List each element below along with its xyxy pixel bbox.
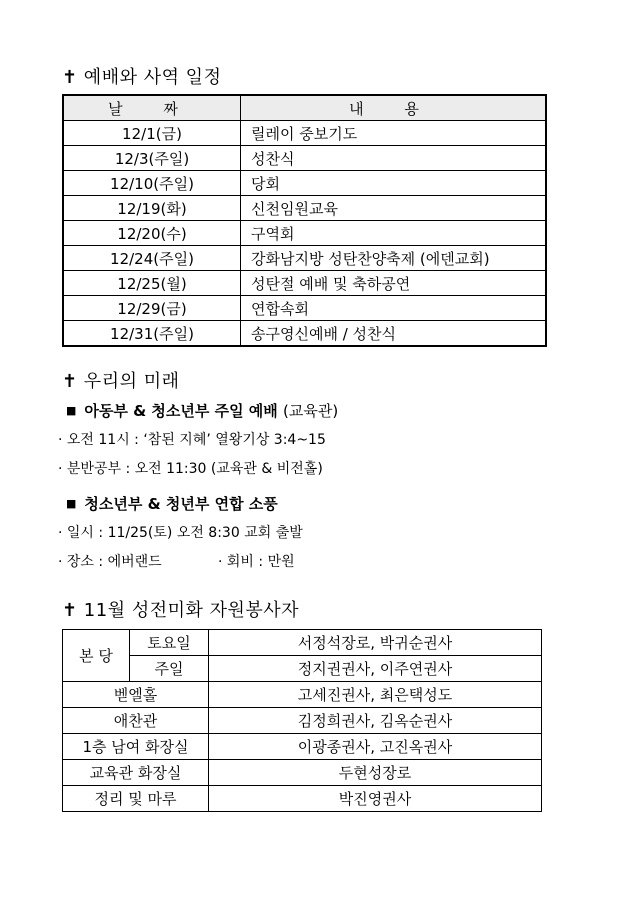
place-cell: 주일 (130, 656, 209, 682)
table-row (63, 171, 546, 196)
place-cell: 교육관 화장실 (63, 760, 209, 786)
row-content: 강화남지방 성탄찬양축제 (에덴교회) (241, 246, 547, 271)
table-row (63, 196, 546, 221)
place-cell: 애찬관 (63, 708, 209, 734)
square-bullet-icon: ■ (66, 404, 77, 417)
place-cell: 1층 남여 화장실 (63, 734, 209, 760)
picnic-title: 청소년부 & 청년부 연합 소풍 (84, 495, 278, 513)
sunday-worship-location: (교육관) (283, 402, 339, 420)
names-cell: 박진영권사 (209, 786, 542, 812)
table-row (63, 760, 542, 786)
table-header-row (63, 95, 546, 121)
table-row (63, 221, 546, 246)
main-hall-cell: 본 당 (63, 630, 130, 682)
picnic-place: · 장소 : 에버랜드 (58, 554, 162, 570)
place-cell: 벧엘홀 (63, 682, 209, 708)
table-row (63, 271, 546, 296)
table-row (63, 630, 542, 656)
table-row (63, 656, 542, 682)
row-content: 성탄절 예배 및 축하공연 (241, 271, 547, 296)
row-date: 12/25(월) (63, 271, 241, 296)
row-date: 12/31(주일) (63, 321, 241, 347)
row-content: 연합속회 (241, 296, 547, 321)
table-row (63, 296, 546, 321)
class-time-line: · 분반공부 : 오전 11:30 (교육관 & 비전홀) (58, 461, 323, 477)
section-title-future: ✝ 우리의 미래 (62, 371, 180, 392)
names-cell: 정지권권사, 이주연권사 (209, 656, 542, 682)
sunday-worship-title: 아동부 & 청소년부 주일 예배 (84, 402, 278, 420)
table-row (63, 246, 546, 271)
table-row (63, 734, 542, 760)
sunday-worship-heading (66, 400, 338, 421)
table-row (63, 321, 546, 347)
table-row (63, 146, 546, 171)
row-date: 12/1(금) (63, 121, 241, 146)
row-date: 12/20(수) (63, 221, 241, 246)
table-row (63, 786, 542, 812)
table-row (63, 708, 542, 734)
section-title-volunteers: ✝ 11월 성전미화 자원봉사자 (62, 600, 300, 621)
schedule-table (62, 94, 547, 347)
row-content: 릴레이 중보기도 (241, 121, 547, 146)
names-cell: 서정석장로, 박귀순권사 (209, 630, 542, 656)
row-date: 12/3(주일) (63, 146, 241, 171)
row-content: 성찬식 (241, 146, 547, 171)
row-date: 12/19(화) (63, 196, 241, 221)
place-cell: 정리 및 마루 (63, 786, 209, 812)
row-content: 송구영신예배 / 성찬식 (241, 321, 547, 347)
header-content: 내 용 (241, 95, 547, 121)
header-date: 날 짜 (63, 95, 241, 121)
row-content: 구역회 (241, 221, 547, 246)
picnic-heading (66, 493, 278, 514)
names-cell: 두현성장로 (209, 760, 542, 786)
table-row (63, 682, 542, 708)
row-content: 당회 (241, 171, 547, 196)
names-cell: 이광종권사, 고진옥권사 (209, 734, 542, 760)
table-row (63, 121, 546, 146)
row-content: 신천임원교육 (241, 196, 547, 221)
volunteer-table (62, 629, 542, 812)
picnic-date-line: · 일시 : 11/25(토) 오전 8:30 교회 출발 (58, 525, 303, 541)
names-cell: 김정희권사, 김옥순권사 (209, 708, 542, 734)
row-date: 12/10(주일) (63, 171, 241, 196)
place-cell: 토요일 (130, 630, 209, 656)
square-bullet-icon: ■ (66, 497, 77, 510)
worship-time-line: · 오전 11시 : ‘참된 지혜’ 열왕기상 3:4~15 (58, 432, 326, 448)
picnic-fee: · 회비 : 만원 (218, 554, 295, 570)
names-cell: 고세진권사, 최은택성도 (209, 682, 542, 708)
row-date: 12/29(금) (63, 296, 241, 321)
row-date: 12/24(주일) (63, 246, 241, 271)
section-title-schedule: ✝ 예배와 사역 일정 (62, 67, 222, 88)
